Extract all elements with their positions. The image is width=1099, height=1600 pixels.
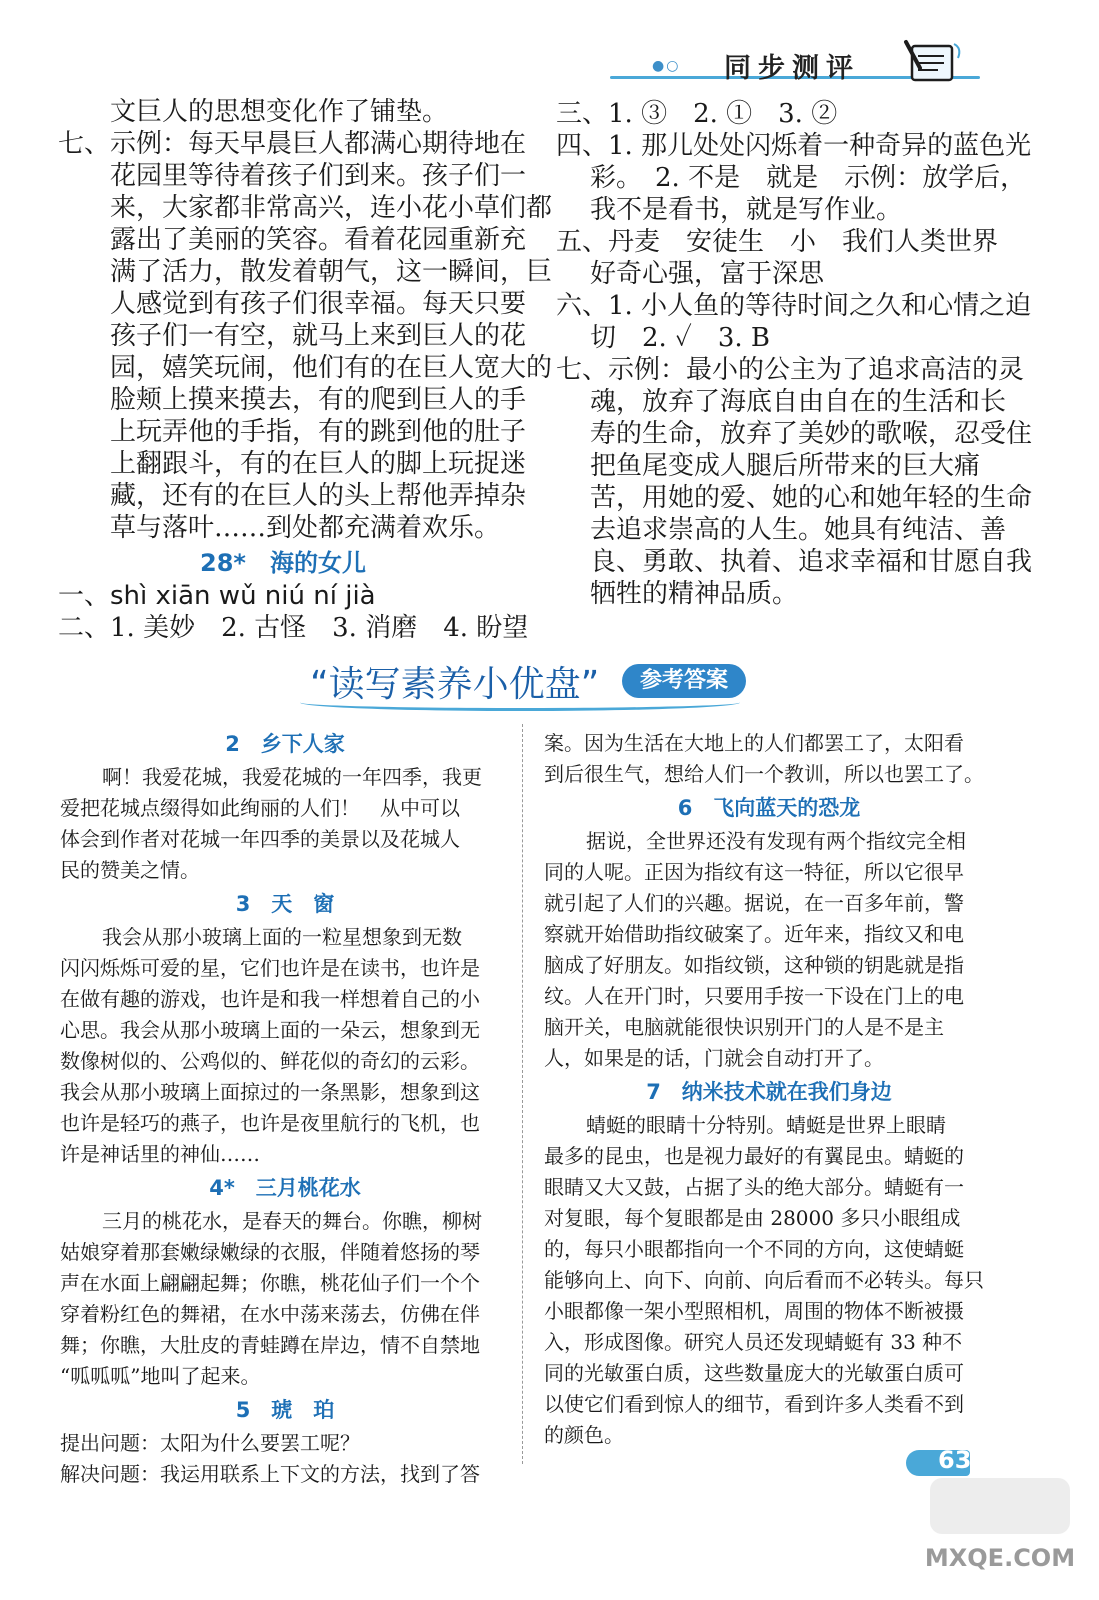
text-line: 我会从那小玻璃上面掠过的一条黑影，想象到这 [60,1080,480,1104]
text-line: 闪闪烁烁可爱的星，它们也许是在读书，也许是 [60,956,480,980]
text-line: 察就开始借助指纹破案了。近年来，指纹又和电 [544,922,964,946]
text-line: 蜻蜓的眼睛十分特别。蜻蜓是世界上眼睛 [586,1113,946,1137]
text-line: 草与落叶……到处都充满着欢乐。 [110,513,501,543]
text-line: 三月的桃花水，是春天的舞台。你瞧，柳树 [102,1209,482,1233]
text-line: 牺牲的精神品质。 [590,579,799,609]
text-line: 孩子们一有空，就马上来到巨人的花 [110,321,527,351]
text-line: 的颜色。 [544,1423,624,1447]
page-number: 63 [938,1446,972,1474]
text-line: 同的光敏蛋白质，这些数量庞大的光敏蛋白质可 [544,1361,964,1385]
text-line: “呱呱呱”地叫了起来。 [60,1364,261,1388]
text-line: 七、示例：每天早晨巨人都满心期待地在 [58,129,527,159]
text-line: 纹。人在开门时，只要用手按一下设在门上的电 [544,984,964,1008]
text-line: 六、1. 小人鱼的等待时间之久和心情之迫 [556,291,1032,321]
column-divider [522,724,523,1464]
text-line: 脑成了好朋友。如指纹锁，这种锁的钥匙就是指 [544,953,964,977]
text-line: 舞；你瞧，大肚皮的青蛙蹲在岸边，情不自禁地 [60,1333,480,1357]
text-line: 五、丹麦 安徒生 小 我们人类世界 [556,227,999,257]
text-line: 魂，放弃了海底自由自在的生活和长 [590,387,1007,417]
section-title-2: 2 乡下人家 [225,732,345,756]
pinyin-line: 一、shì xiān wǔ niú ní jià [58,581,376,611]
text-line: 脑开关，电脑就能很快识别开门的人是不是主 [544,1015,944,1039]
text-line: 姑娘穿着那套嫩绿嫩绿的衣服，伴随着悠扬的琴 [60,1240,480,1264]
text-line: 露出了美丽的笑容。看着花园重新充 [110,225,527,255]
text-line: 提出问题：太阳为什么要罢工呢？ [60,1431,360,1455]
text-line: 小眼都像一架小型照相机，周围的物体不断被摄 [544,1299,964,1323]
text-line: 同的人呢。正因为指纹有这一特征，所以它很早 [544,860,964,884]
notebook-pen-icon [898,38,968,86]
text-line: 三、1. ③ 2. ① 3. ② [556,99,838,129]
text-line: 数像树似的、公鸡似的、鲜花似的奇幻的云彩。 [60,1049,480,1073]
text-line: 到后很生气，想给人们一个教训，所以也罢工了。 [544,762,984,786]
text-line: 以使它们看到惊人的细节，看到许多人类看不到 [544,1392,964,1416]
section-title-3: 3 天 窗 [235,892,335,916]
text-line: 彩。 2. 不是 就是 示例：放学后， [590,163,1027,193]
text-line: 脸颊上摸来摸去，有的爬到巨人的手 [110,385,527,415]
text-line: 据说，全世界还没有发现有两个指纹完全相 [586,829,966,853]
text-line: 寿的生命，放弃了美妙的歌喉，忍受住 [590,419,1033,449]
text-line: 园，嬉笑玩闹，他们有的在巨人宽大的 [110,353,553,383]
text-line: 苦，用她的爱、她的心和她年轻的生命 [590,483,1033,513]
text-line: 我会从那小玻璃上面的一粒星想象到无数 [102,925,462,949]
text-line: 解决问题：我运用联系上下文的方法，找到了答 [60,1462,480,1486]
text-line: 四、1. 那儿处处闪烁着一种奇异的蓝色光 [556,131,1032,161]
text-line: 啊！我爱花城，我爱花城的一年四季，我更 [102,765,482,789]
text-line: 许是神话里的神仙…… [60,1142,260,1166]
text-line: 在做有趣的游戏，也许是和我一样想着自己的小 [60,987,480,1011]
text-line: 切 2. ✓ 3. B [590,323,771,353]
text-line: 上翻跟斗，有的在巨人的脚上玩捉迷 [110,449,527,479]
text-line: 对复眼，每个复眼都是由 28000 多只小眼组成 [544,1206,961,1230]
text-line: 花园里等待着孩子们到来。孩子们一 [110,161,527,191]
text-line: 民的赞美之情。 [60,858,200,882]
text-line: 就引起了人们的兴趣。据说，在一百多年前，警 [544,891,964,915]
text-line: 我不是看书，就是写作业。 [590,195,903,225]
section-title-7: 7 纳米技术就在我们身边 [646,1080,892,1104]
text-line: 来，大家都非常高兴，连小花小草们都 [110,193,553,223]
text-line: 声在水面上翩翩起舞；你瞧，桃花仙子们一个个 [60,1271,480,1295]
section-title-6: 6 飞向蓝天的恐龙 [677,796,861,820]
text-line: 良、勇敢、执着、追求幸福和甘愿自我 [590,547,1033,577]
banner-tag: 参考答案 [622,664,746,698]
banner-title: “读写素养小优盘” [310,664,600,705]
text-line: 把鱼尾变成人腿后所带来的巨大痛 [590,451,981,481]
text-line: 的，每只小眼都指向一个不同的方向，这使蜻蜓 [544,1237,964,1261]
text-line: 好奇心强，富于深思 [590,259,825,289]
text-line: 藏，还有的在巨人的头上帮他弄掉杂 [110,481,527,511]
text-line: 人感觉到有孩子们很幸福。每天只要 [110,289,527,319]
text-line: 最多的昆虫，也是视力最好的有翼昆虫。蜻蜓的 [544,1144,964,1168]
text-line: 案。因为生活在大地上的人们都罢工了，太阳看 [544,731,964,755]
text-line: 爱把花城点缀得如此绚丽的人们！ 从中可以 [60,796,460,820]
text-line: 也许是轻巧的燕子，也许是夜里航行的飞机，也 [60,1111,480,1135]
section-title-4: 4* 三月桃花水 [209,1176,361,1200]
text-line: 眼睛又大又鼓，占据了头的绝大部分。蜻蜓有一 [544,1175,964,1199]
watermark-logo [920,1468,1080,1578]
header-dots: ●○ [652,58,681,74]
text-line: 文巨人的思想变化作了铺垫。 [110,97,449,127]
text-line: 穿着粉红色的舞裙，在水中荡来荡去，仿佛在伴 [60,1302,480,1326]
top-right-column [556,98,1033,610]
top-left-column [58,96,553,644]
text-line: 七、示例：最小的公主为了追求高洁的灵 [556,355,1025,385]
text-line: 去追求崇高的人生。她具有纯洁、善 [590,515,1007,545]
header-title: 同步测评 [724,53,860,84]
text-line: 二、1. 美妙 2. 古怪 3. 消磨 4. 盼望 [58,613,529,643]
bottom-right-column [544,728,994,1451]
section-title-5: 5 琥 珀 [235,1398,335,1422]
text-line: 心思。我会从那小玻璃上面的一朵云，想象到无 [60,1018,480,1042]
text-line: 入，形成图像。研究人员还发现蜻蜓有 33 种不 [544,1330,963,1354]
text-line: 能够向上、向下、向前、向后看而不必转头。每只 [544,1268,984,1292]
text-line: 人，如果是的话，门就会自动打开了。 [544,1046,884,1070]
watermark-text: MXQE.COM [924,1544,1076,1572]
text-line: 体会到作者对花城一年四季的美景以及花城人 [60,827,460,851]
text-line: 上玩弄他的手指，有的跳到他的肚子 [110,417,527,447]
text-line: 满了活力，散发着朝气，这一瞬间，巨 [110,257,553,287]
section-title-28: 28* 海的女儿 [200,549,366,577]
bottom-left-column [60,726,510,1490]
